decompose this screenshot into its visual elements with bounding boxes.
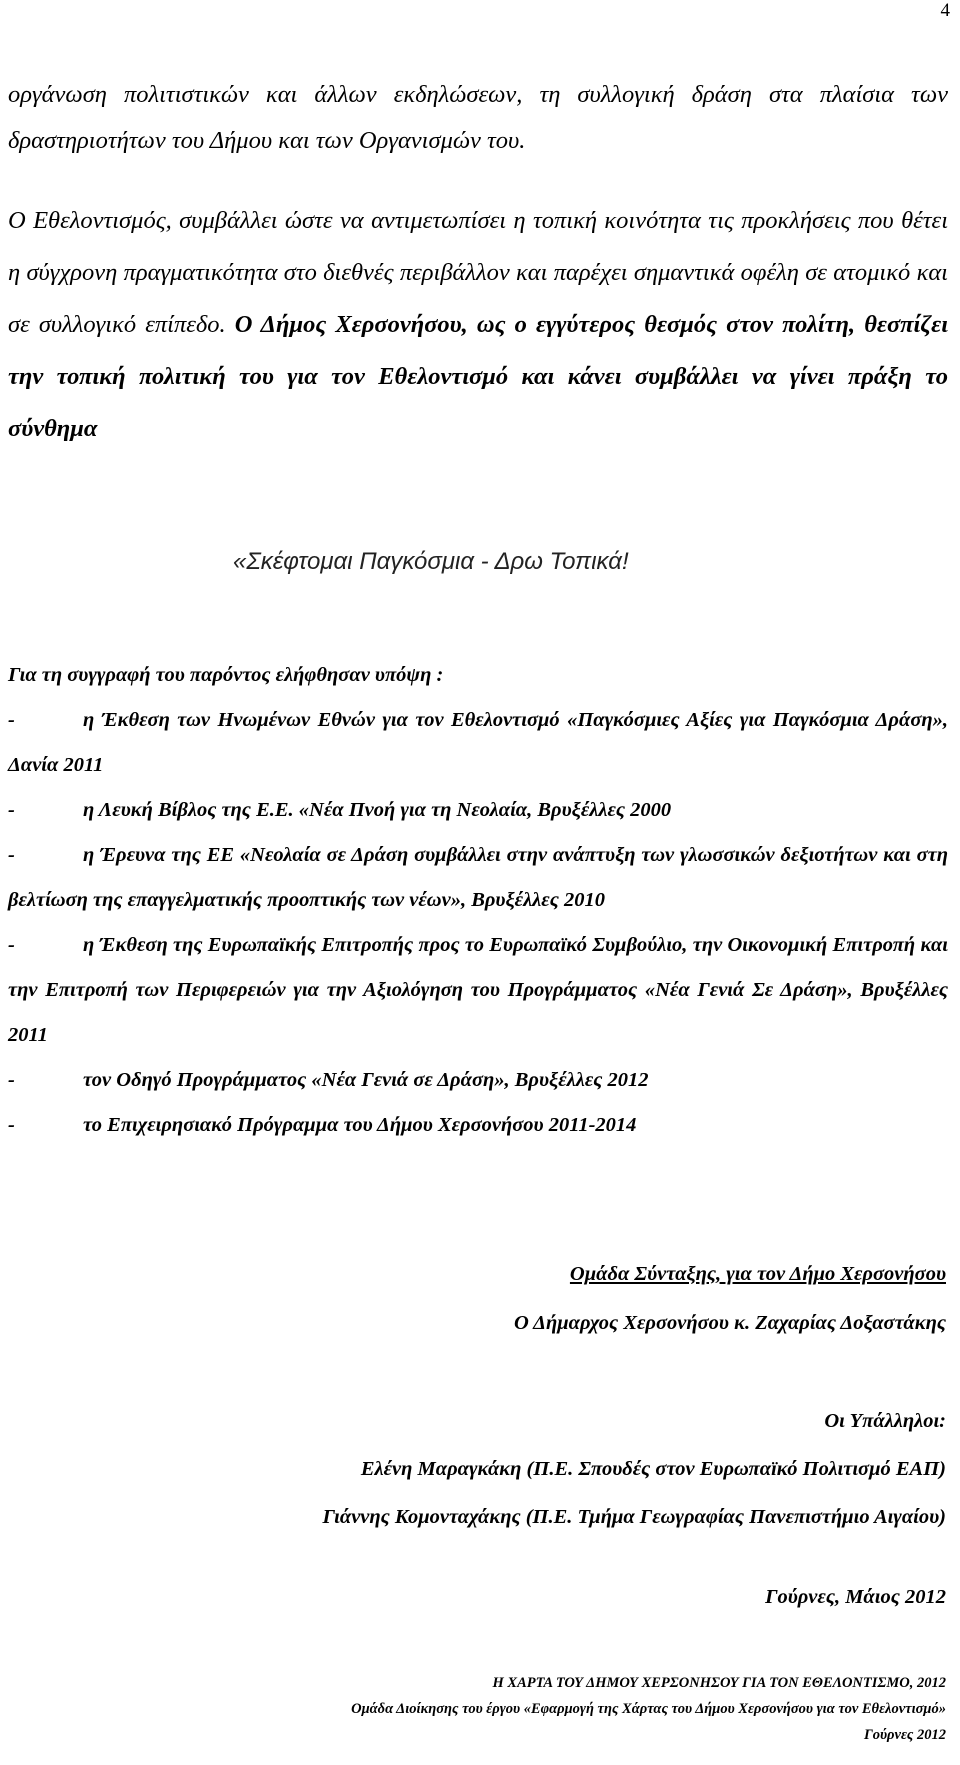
- footer-place-date: Γούρνες 2012: [863, 1727, 946, 1743]
- source-item: [8, 833, 948, 923]
- sources-intro: Για τη συγγραφή του παρόντος ελήφθησαν υπόψη :: [8, 664, 444, 686]
- list-dash: -: [8, 1069, 15, 1091]
- list-dash: -: [8, 844, 15, 866]
- source-item-text: το Επιχειρησιακό Πρόγραμμα του Δήμου Χερσονήσου 2011-2014: [83, 1114, 637, 1136]
- source-item: [8, 1103, 948, 1148]
- paragraph-intro: οργάνωση πολιτιστικών και άλλων εκδηλώσεων, τη συλλογική δράση στα πλαίσια των δραστηριοτήτων του Δήμου και των Οργανισμών του.: [8, 81, 948, 154]
- list-dash: -: [8, 934, 15, 956]
- footer-project: Ομάδα Διοίκησης του έργου «Εφαρμογή της Χάρτας του Δήμου Χερσονήσου για τον Εθελοντισμό»: [351, 1701, 946, 1717]
- staff-heading: Οι Υπάλληλοι:: [824, 1410, 946, 1432]
- motto: «Σκέφτομαι Παγκόσμια - Δρω Τοπικά!: [233, 548, 629, 575]
- source-item-text: η Λευκή Βίβλος της Ε.Ε. «Νέα Πνοή για τη Νεολαία, Βρυξέλλες 2000: [83, 799, 672, 821]
- source-item: [8, 923, 948, 1058]
- drafting-team: Ομάδα Σύνταξης, για τον Δήμο Χερσονήσου: [569, 1263, 946, 1285]
- staff-member: Ελένη Μαραγκάκη (Π.Ε. Σπουδές στον Ευρωπαϊκό Πολιτισμό ΕΑΠ): [360, 1458, 946, 1480]
- paragraph-volunteering: [8, 195, 948, 455]
- source-item: [8, 698, 948, 788]
- list-dash: -: [8, 799, 15, 821]
- page-number: 4: [940, 0, 950, 21]
- staff-member: Γιάννης Κομονταχάκης (Π.Ε. Τμήμα Γεωγραφίας Πανεπιστήμιο Αιγαίου): [322, 1506, 946, 1528]
- sources-section: [8, 652, 948, 1148]
- footer-title: Η ΧΑΡΤΑ ΤΟΥ ΔΗΜΟΥ ΧΕΡΣΟΝΗΣΟΥ ΓΙΑ ΤΟΝ ΕΘΕΛΟΝΤΙΣΜΟ, 2012: [492, 1675, 946, 1691]
- paragraph-volunteering-text: Ο Εθελοντισμός, συμβάλλει ώστε να αντιμετωπίσει η τοπική κοινότητα τις προκλήσεις που θέτει η σύγχρονη πραγματικότητα στο διεθνές περιβάλλον και παρέχει σημαντικά οφέλη σε ατομικό και σε συλλογικό επίπεδο.: [8, 207, 948, 338]
- source-item: [8, 1058, 948, 1103]
- list-dash: -: [8, 1114, 15, 1136]
- source-item-text: τον Οδηγό Προγράμματος «Νέα Γενιά σε Δράση», Βρυξέλλες 2012: [83, 1069, 649, 1091]
- place-date: Γούρνες, Μάιος 2012: [765, 1586, 946, 1608]
- source-item: [8, 788, 948, 833]
- paragraph-municipality-text: Ο Δήμος Χερσονήσου, ως ο εγγύτερος θεσμός στον πολίτη, θεσπίζει την τοπική πολιτική του για τον Εθελοντισμό και κάνει συμβάλλει να γίνει πράξη το σύνθημα: [8, 311, 949, 442]
- mayor-line: Ο Δήμαρχος Χερσονήσου κ. Ζαχαρίας Δοξαστάκης: [513, 1312, 946, 1334]
- list-dash: -: [8, 709, 15, 731]
- source-item-text: η Έκθεση των Ηνωμένων Εθνών για τον Εθελοντισμό «Παγκόσμιες Αξίες για Παγκόσμια Δράση», Δανία 2011: [8, 709, 948, 776]
- source-item-text: η Έκθεση της Ευρωπαϊκής Επιτροπής προς το Ευρωπαϊκό Συμβούλιο, την Οικονομική Επιτροπή και την Επιτροπή των Περιφερειών για την Αξιολόγηση του Προγράμματος «Νέα Γενιά Σε Δράση», Βρυξέλλες 2011: [8, 934, 948, 1046]
- source-item-text: η Έρευνα της ΕΕ «Νεολαία σε Δράση συμβάλλει στην ανάπτυξη των γλωσσικών δεξιοτήτων και στη βελτίωση της επαγγελματικής προοπτικής των νέων», Βρυξέλλες 2010: [8, 844, 948, 911]
- page-footer: [351, 1670, 946, 1748]
